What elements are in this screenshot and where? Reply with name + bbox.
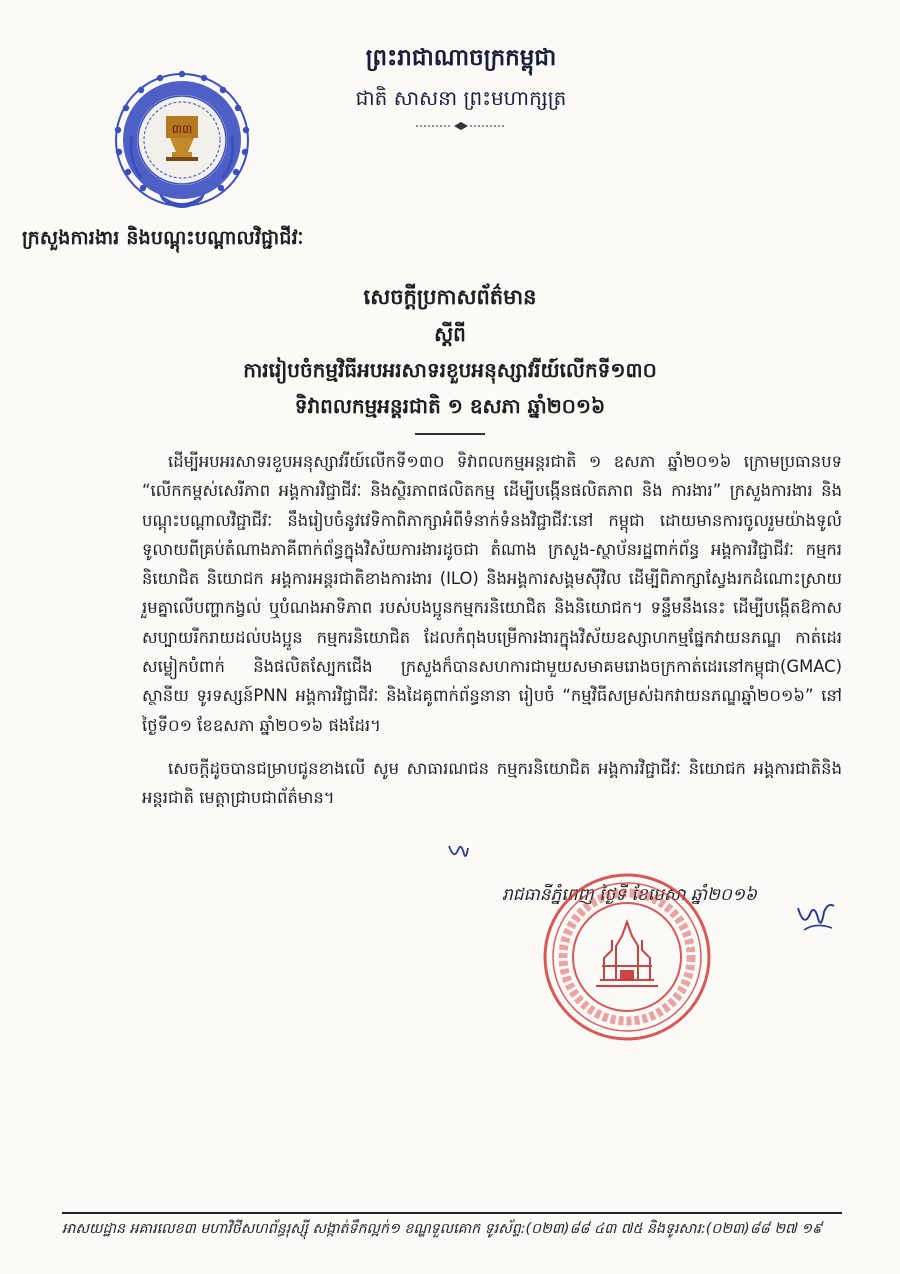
body-line: របស់បងប្អូនកម្មករនិយោជិត និងនិយោជក។ ទន្ទឹមនឹងនេះ ដើម្បីបង្កើតឱកាសសប្បាយរីករាយដល់បងប្អូន <box>142 598 842 647</box>
official-seal <box>540 870 715 1045</box>
body-line: និងអង្គការសង្គមស៊ីវិល ដើម្បីពិភាក្សាស្វែងរកដំណោះស្រាយរួមគ្នាលើបញ្ហាកង្វល់ ឬបំណងអាទិភាព <box>142 569 842 618</box>
body-line: កម្ពុជា ដោយមានការចូលរួមយ៉ាងទូលំទូលាយពីគ្រប់តំណាងភាគីពាក់ព័ន្ធក្នុងវិស័យការងារដូចជា តំណាង <box>142 510 842 559</box>
body-paragraph-2: សេចក្តីដូចបានជម្រាបជូនខាងលើ សូម សាធារណជន កម្មករនិយោជិត អង្គការវិជ្ជាជីវៈ និយោជក អង្គការជាតិនិងអន្តរជាតិ មេត្តាជ្រាបជាព័ត៌មាន។ <box>142 758 842 808</box>
title-line-2: ស្តីពី <box>434 322 466 346</box>
title-line-1: សេចក្តីប្រកាសព័ត៌មាន <box>363 285 537 309</box>
kingdom-header <box>296 44 626 135</box>
ministry-name: ក្រសួងការងារ និងបណ្តុះបណ្តាលវិជ្ជាជីវៈ <box>22 227 304 249</box>
ornament-divider <box>416 121 506 131</box>
body-line: ទូរទស្សន៍PNN អង្គការវិជ្ជាជីវៈ និងដៃគូពាក់ព័ន្ធនានា រៀបចំ “កម្មវិធីសម្រស់ឯកវាយនភណ្ឌឆ្នាំ២០១៦” <box>196 686 814 706</box>
body-line: ក្រសួង-ស្ថាប័នរដ្ឋពាក់ព័ន្ធ អង្គការវិជ្ជាជីវៈ កម្មករនិយោជិត និយោជក អង្គការអន្តរជាតិខាងការងារ (ILO) <box>142 539 842 589</box>
body-line: ដើម្បីអបអរសាទរខួបអនុស្សាវរីយ៍លើកទី១៣០ ទិវាពលកម្មអន្តរជាតិ ១ ឧសភា ឆ្នាំ២០១៦ <box>168 452 732 471</box>
body-line: នៅថ្ងៃទី០១ ខែឧសភា ឆ្នាំ២០១៦ ផងដែរ។ <box>142 686 842 735</box>
title-underline <box>415 433 485 435</box>
footer-divider <box>62 1212 842 1214</box>
national-motto: ជាតិ សាសនា ព្រះមហាក្សត្រ <box>355 86 567 110</box>
kingdom-name: ព្រះរាជាណាចក្រកម្ពុជា <box>365 45 557 71</box>
document-title <box>150 284 750 435</box>
body-line: ក្រោមប្រធានបទ “លើកកម្ពស់សេរីភាព អង្គការវិជ្ជាជីវៈ និងស្ថិរភាពផលិតកម្ម ដើម្បីបង្កើនផលិតភាព និង <box>142 452 842 501</box>
body-paragraph-1 <box>142 447 842 740</box>
initial-mark <box>446 840 470 864</box>
svg-text:៣៣: ៣៣ <box>171 122 193 136</box>
document-body <box>142 447 842 813</box>
body-line: និងផលិតស្បែកជើង ក្រសួងក៏បានសហការជាមួយសមាគមរោងចក្រកាត់ដេរនៅកម្ពុជា(GMAC) ស្ថានីយ <box>142 657 842 706</box>
dateline: រាជធានីភ្នំពេញ ថ្ងៃទី ខែមេសា ឆ្នាំ២០១៦ <box>502 885 757 905</box>
title-line-4: ទិវាពលកម្មអន្តរជាតិ ១ ឧសភា ឆ្នាំ២០១៦ <box>294 394 606 418</box>
body-line: ការងារ” ក្រសួងការងារ និងបណ្តុះបណ្តាលវិជ្ជាជីវៈ នឹងរៀបចំនូវវេទិកាពិភាក្សាអំពីទំនាក់ទំនងវិជ្ជាជីវៈនៅ <box>142 481 842 530</box>
signature <box>794 900 838 936</box>
body-line: កម្មករនិយោជិត ដែលកំពុងបម្រើការងារក្នុងវិស័យឧស្សាហកម្មផ្នែកវាយនភណ្ឌ កាត់ដេរសម្លៀកបំពាក់ <box>142 627 842 677</box>
title-line-3: ការរៀបចំកម្មវិធីអបអរសាទរខួបអនុស្សាវរីយ៍លើកទី១៣០ <box>243 358 657 382</box>
footer-address: អាសយដ្ឋាន អគារលេខ៣ មហាវិថីសហព័ន្ធរុស្ស៊ី សង្កាត់ទឹកល្អក់១ ខណ្ឌទួលគោក ទូរស័ព្ទ:(០២៣)៨៨ ៤៣ ៧៥ និងទូរសារ:(០២៣)៨៨ ២៧ ១៩ <box>62 1221 822 1237</box>
ministry-logo <box>108 66 256 216</box>
